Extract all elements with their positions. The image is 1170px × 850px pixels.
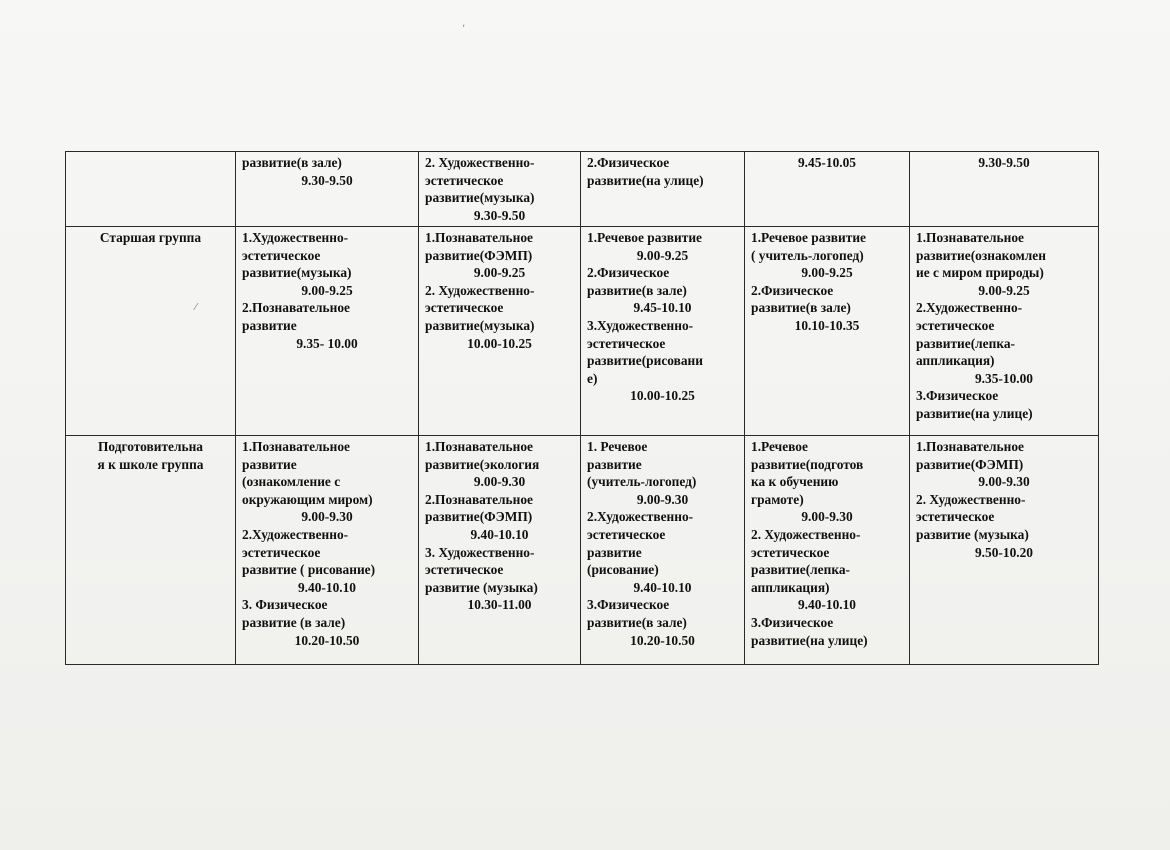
table-row — [66, 436, 1099, 665]
activity-time: 9.00-9.30 — [801, 509, 853, 525]
activity-cell — [910, 227, 1099, 436]
activity-time: 9.40-10.10 — [797, 597, 857, 613]
activity-text: 2.Художественно- — [242, 526, 349, 542]
activity-text: 1.Познавательное — [242, 439, 350, 454]
activity-time: 9.30-9.50 — [473, 207, 526, 223]
activity-text: развитие(музыка) — [425, 190, 535, 206]
activity-time: 10.10-10.35 — [794, 317, 860, 333]
activity-text: развитие (в зале) — [242, 614, 346, 630]
activity-text: эстетическое — [425, 172, 504, 188]
activity-cell — [910, 152, 1099, 227]
activity-text: эстетическое — [242, 247, 321, 263]
activity-text: 2. Художественно- — [425, 282, 535, 298]
scan-speck: ‚ — [462, 18, 466, 29]
activity-text: эстетическое — [916, 317, 995, 333]
activity-text: развитие(в зале) — [242, 155, 342, 170]
activity-text: развитие(в зале) — [751, 300, 851, 316]
activity-text: развитие — [587, 544, 642, 560]
activity-text: эстетическое — [587, 335, 666, 351]
activity-text: 1.Речевое развитие — [587, 230, 702, 245]
activity-text: 1. Речевое — [587, 439, 648, 454]
activity-text: 3.Художественно- — [587, 317, 694, 333]
activity-text: развитие — [242, 456, 297, 472]
activity-text: 2.Художественно- — [916, 300, 1023, 316]
activity-text: 3. Художественно- — [425, 544, 535, 560]
activity-text: развитие(ФЭМП) — [425, 509, 533, 525]
activity-cell — [745, 227, 910, 436]
activity-text: развитие(музыка) — [242, 265, 352, 281]
activity-text: 1.Познавательное — [425, 439, 533, 454]
activity-text: е) — [587, 370, 598, 386]
activity-text: развитие(в зале) — [587, 614, 687, 630]
activity-text: ка к обучению — [751, 474, 839, 490]
activity-text: 2.Познавательное — [425, 491, 533, 507]
activity-text: развитие(лепка- — [916, 335, 1016, 351]
activity-text: развитие — [587, 456, 642, 472]
activity-text: 2. Художественно- — [425, 155, 535, 170]
activity-text: ие с миром природы) — [916, 265, 1044, 281]
activity-text: развитие(на улице) — [751, 632, 868, 648]
group-name-cell — [66, 152, 236, 227]
activity-text: развитие(экология — [425, 456, 540, 472]
activity-cell — [236, 227, 419, 436]
activity-time: 9.40-10.10 — [633, 579, 692, 595]
activity-time: 9.45-10.05 — [797, 155, 857, 170]
group-name-cell — [66, 436, 236, 665]
activity-time: 10.20-10.50 — [294, 632, 360, 648]
table-row — [66, 152, 1099, 227]
activity-text: 2.Художественно- — [587, 509, 694, 525]
activity-text: 2. Художественно- — [751, 526, 861, 542]
activity-text: 2. Художественно- — [916, 491, 1026, 507]
activity-time: 9.30-9.50 — [978, 155, 1030, 170]
activity-text: развитие (музыка) — [916, 526, 1029, 542]
activity-text: 3.Физическое — [751, 614, 834, 630]
activity-text: 1.Речевое развитие — [751, 230, 866, 245]
activity-text: 2.Физическое — [751, 282, 834, 298]
activity-text: развитие ( рисование) — [242, 562, 376, 578]
activity-time: 9.30-9.50 — [301, 172, 353, 188]
activity-text: аппликация) — [751, 579, 830, 595]
activity-time: 9.00-9.30 — [473, 474, 526, 490]
activity-cell — [581, 227, 745, 436]
group-name-line: я к школе группа — [97, 456, 204, 472]
activity-time: 9.40-10.10 — [297, 579, 357, 595]
activity-time: 9.45-10.10 — [633, 300, 692, 316]
activity-text: развитие(рисовани — [587, 353, 703, 369]
activity-text: 3.Физическое — [916, 388, 999, 404]
activity-cell — [419, 436, 581, 665]
activity-text: 2.Познавательное — [242, 300, 350, 316]
schedule-table — [65, 151, 1099, 665]
activity-text: 3.Физическое — [587, 597, 670, 613]
activity-text: 1.Речевое — [751, 439, 808, 454]
activity-text: развитие(музыка) — [425, 317, 535, 333]
activity-cell — [745, 152, 910, 227]
activity-time: 10.30-11.00 — [467, 597, 532, 613]
activity-text: развитие (музыка) — [425, 579, 538, 595]
group-name-line: Старшая группа — [99, 230, 202, 245]
activity-text: 1.Художественно- — [242, 230, 349, 245]
activity-time: 10.00-10.25 — [630, 388, 695, 404]
table-row — [66, 227, 1099, 436]
activity-text: развитие(на улице) — [587, 172, 704, 188]
activity-text: развитие(лепка- — [751, 562, 851, 578]
activity-text: эстетическое — [587, 526, 666, 542]
activity-text: (рисование) — [587, 562, 659, 578]
activity-text: развитие(ФЭМП) — [425, 247, 533, 263]
activity-time: 9.50-10.20 — [974, 544, 1034, 560]
activity-text: развитие(ФЭМП) — [916, 456, 1024, 472]
activity-text: 1.Познавательное — [425, 230, 533, 245]
activity-cell — [581, 152, 745, 227]
activity-text: развитие(на улице) — [916, 405, 1033, 421]
activity-text: грамоте) — [751, 491, 804, 507]
activity-time: 9.00-9.25 — [801, 265, 853, 281]
activity-time: 10.00-10.25 — [467, 335, 532, 351]
activity-text: развитие(в зале) — [587, 282, 687, 298]
activity-cell — [236, 436, 419, 665]
activity-cell — [745, 436, 910, 665]
activity-time: 9.00-9.30 — [978, 474, 1030, 490]
scan-speck: ⁄ — [195, 302, 197, 313]
activity-text: развитие(подготов — [751, 456, 864, 472]
activity-text: 1.Познавательное — [916, 230, 1024, 245]
activity-time: 9.00-9.25 — [301, 282, 353, 298]
activity-text: 2.Физическое — [587, 265, 670, 281]
activity-time: 10.20-10.50 — [630, 632, 695, 648]
activity-cell — [581, 436, 745, 665]
activity-text: эстетическое — [242, 544, 321, 560]
activity-text: (ознакомление с — [242, 474, 341, 490]
activity-time: 9.00-9.25 — [473, 265, 526, 281]
activity-text: эстетическое — [425, 562, 504, 578]
activity-cell — [910, 436, 1099, 665]
group-name-line: Подготовительна — [98, 439, 203, 454]
activity-time: 9.35- 10.00 — [296, 335, 358, 351]
activity-cell — [419, 152, 581, 227]
activity-time: 9.00-9.30 — [301, 509, 353, 525]
activity-time: 9.00-9.30 — [636, 491, 689, 507]
activity-text: эстетическое — [425, 300, 504, 316]
activity-text: 2.Физическое — [587, 155, 670, 170]
activity-time: 9.00-9.25 — [978, 282, 1030, 298]
activity-text: 1.Познавательное — [916, 439, 1024, 454]
activity-cell — [419, 227, 581, 436]
activity-text: аппликация) — [916, 353, 995, 369]
activity-text: развитие — [242, 317, 297, 333]
activity-text: развитие(ознакомлен — [916, 247, 1046, 263]
activity-text: ( учитель-логопед) — [751, 247, 864, 263]
schedule-table-body — [66, 152, 1099, 665]
activity-text: эстетическое — [751, 544, 830, 560]
activity-cell — [236, 152, 419, 227]
activity-time: 9.40-10.10 — [470, 526, 529, 542]
activity-text: эстетическое — [916, 509, 995, 525]
activity-text: 3. Физическое — [242, 597, 328, 613]
group-name-cell — [66, 227, 236, 436]
activity-time: 9.00-9.25 — [636, 247, 689, 263]
activity-time: 9.35-10.00 — [974, 370, 1034, 386]
activity-text: окружающим миром) — [242, 491, 373, 507]
activity-text: (учитель-логопед) — [587, 474, 697, 490]
